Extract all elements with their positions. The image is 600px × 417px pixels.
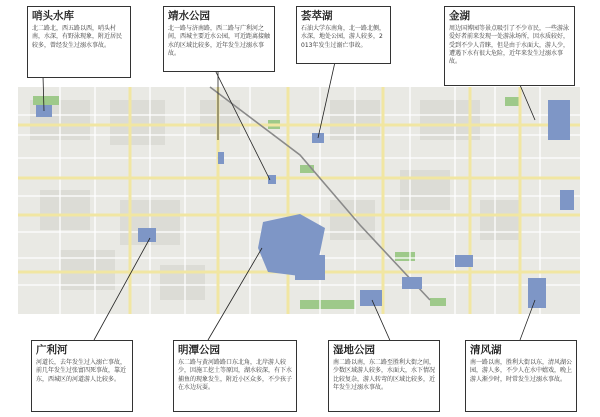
water-qingshui xyxy=(268,175,276,184)
callout-mingtan xyxy=(173,340,297,412)
callout-title: 明潭公园 xyxy=(178,344,220,356)
callout-title: 哨头水库 xyxy=(32,10,74,22)
callout-text: 周边国博园等景点吸引了不少市民，一些游泳爱好者前来发现一处游泳场所，因水质较好，受到不少人青睐，但是由于水面大，游人少，遭遇下水有很大危险，近年来发生过溺水事故。 xyxy=(449,25,570,66)
water-qingfeng xyxy=(528,278,546,308)
callout-cuihu xyxy=(296,6,391,64)
callout-text: 南一路以南，胜利大街以东，清风湖公园，游人多，不少人在水中嬉戏，晚上游人渐少时，时常发生过溺水事故。 xyxy=(470,359,573,383)
callout-guangli xyxy=(31,340,133,412)
callout-text: 河道长，去年发生过入溺亡事故，前几年发生过张富四死事故，靠近东，西城区的河道游人比较多。 xyxy=(36,359,127,383)
callout-title: 广利河 xyxy=(36,344,68,356)
callout-jinhu xyxy=(444,6,575,86)
callout-shidi xyxy=(328,340,440,412)
callout-shaotou xyxy=(27,6,131,78)
callout-title: 清风湖 xyxy=(470,344,502,356)
callout-title: 靖水公园 xyxy=(168,10,210,22)
callout-qingfeng xyxy=(465,340,577,412)
water-shidi xyxy=(360,290,382,306)
callout-title: 金湖 xyxy=(449,10,470,22)
callout-text: 石油大学东南角，北一路北侧，水深，地处公园，游人较多，2013年发生过溺亡事故。 xyxy=(301,25,386,49)
callout-title: 湿地公园 xyxy=(333,344,375,356)
water-reservoir-east xyxy=(295,255,325,280)
callout-text: 东二路与黄河路路口东北角，北岸游人较少，因施工挖土等原因，湖水较深，有下水捕鱼的现象发生，附近小区众多，不少孩子在水边玩耍。 xyxy=(178,359,293,391)
callout-text: 北二路北，西五路以西，哨头村南，水深，有野泳现象，附近居民较多，曾经发生过溺水事故。 xyxy=(32,25,123,49)
callout-qingshui xyxy=(163,6,275,72)
water-jinhu xyxy=(548,100,570,140)
callout-title: 荟萃湖 xyxy=(301,10,333,22)
callout-text: 北一路与济南路，西二路与广利河之间，西城主要近水公园，可近距离接触水的区域比较多，近年发生过溺水事故。 xyxy=(168,25,271,57)
callout-text: 南二路以南，东二路至胜利大街之间，少数区域游人较多，水面大，水下情况比较复杂，游人转弯的区域比较多，近年发生过溺水事故。 xyxy=(333,359,436,391)
